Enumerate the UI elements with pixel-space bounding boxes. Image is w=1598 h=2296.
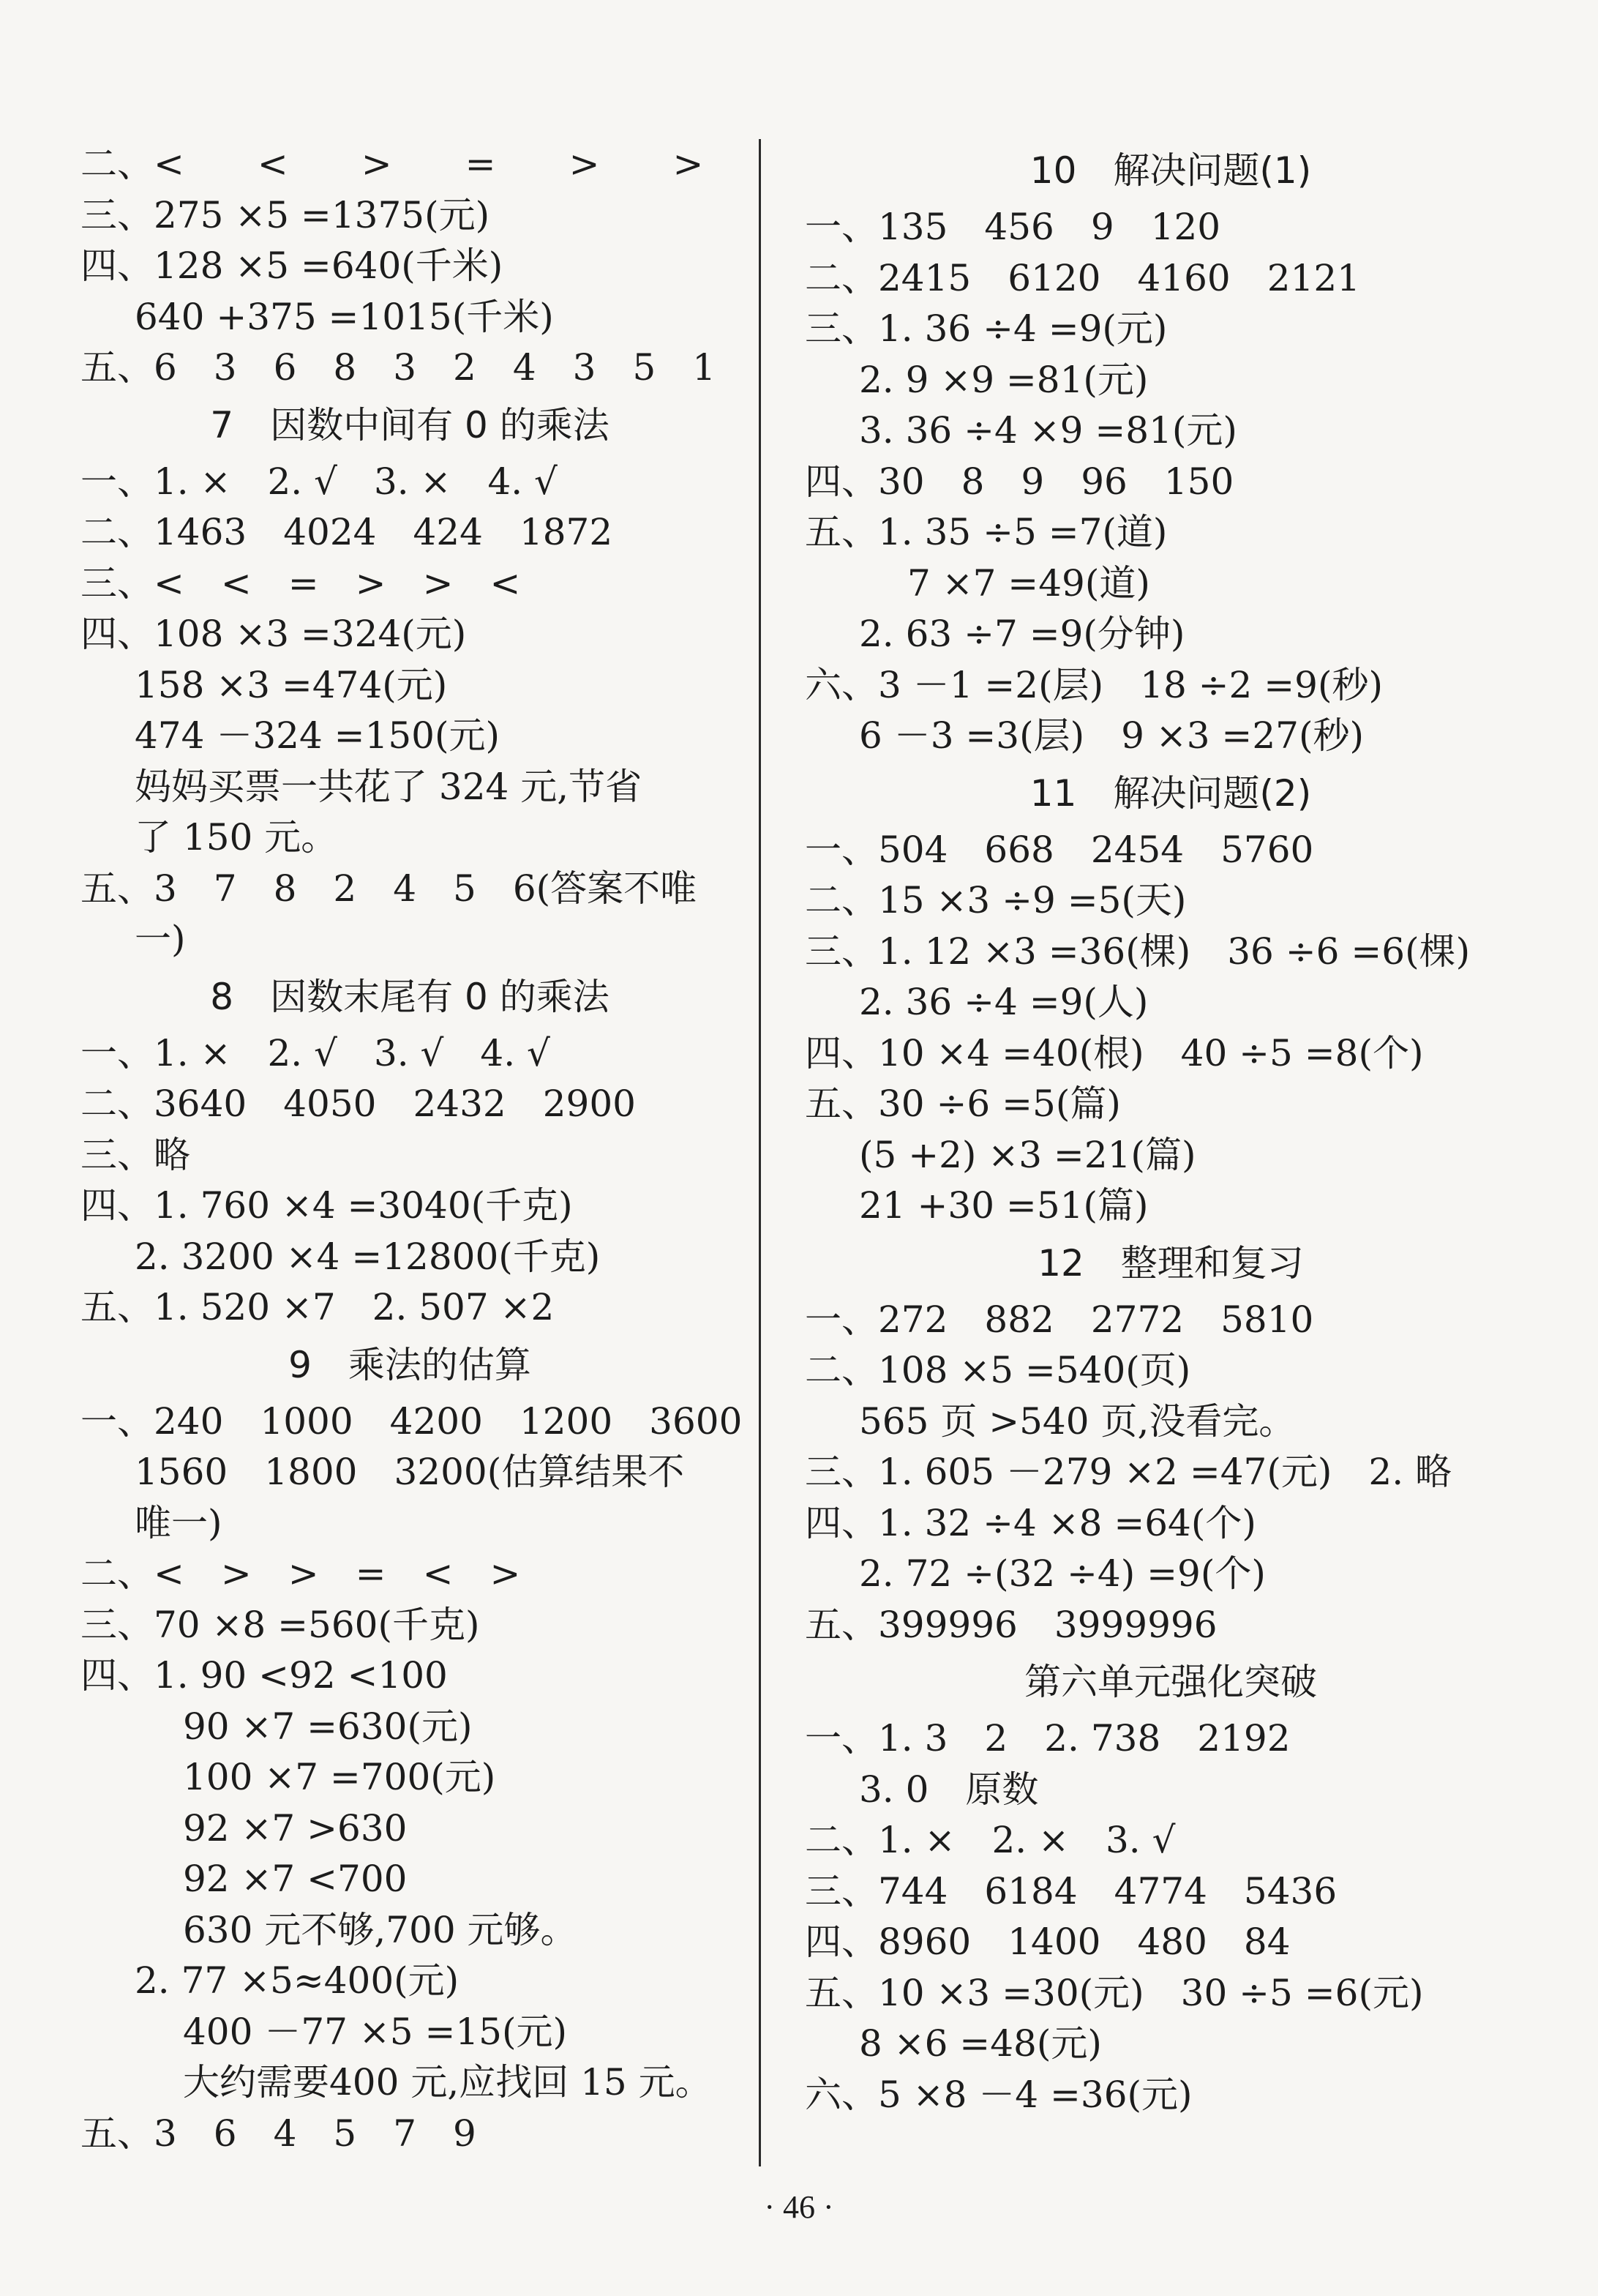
answer-line: 四、30 8 9 96 150 [805,460,1234,503]
answer-line: 三、1. 12 ×3 =36(棵) 36 ÷6 =6(棵) [805,930,1471,973]
answer-line: 四、108 ×3 =324(元) [80,613,467,655]
answer-line: 90 ×7 =630(元) [183,1705,473,1748]
answer-line: 7 ×7 =49(道) [907,561,1150,605]
answer-line: 2. 63 ÷7 =9(分钟) [859,613,1185,655]
section-heading: 8 因数末尾有 0 的乘法 [210,975,609,1018]
answer-line: 四、10 ×4 =40(根) 40 ÷5 =8(个) [805,1031,1424,1074]
section-heading: 第六单元强化突破 [1024,1661,1317,1703]
answer-line: 五、1. 520 ×7 2. 507 ×2 [80,1286,555,1328]
answer-line: 四、1. 760 ×4 =3040(千克) [80,1184,573,1227]
answer-line: 二、1463 4024 424 1872 [80,511,613,553]
answer-line: 一、1. 3 2 2. 738 2192 [805,1717,1291,1760]
answer-line: 6 －3 =3(层) 9 ×3 =27(秒) [859,714,1364,757]
answer-line: 565 页 >540 页,没看完。 [859,1399,1296,1443]
answer-line: 一、135 456 9 120 [805,206,1221,248]
answer-line: 1560 1800 3200(估算结果不 [135,1451,685,1493]
answer-line: 8 ×6 =48(元) [859,2022,1102,2065]
answer-line: 了 150 元。 [135,816,338,859]
answer-line: 五、3 6 4 5 7 9 [80,2112,476,2155]
answer-line: 2. 36 ÷4 =9(人) [859,981,1149,1023]
answer-line: 一) [135,918,186,960]
answer-line: 五、399996 3999996 [805,1603,1218,1646]
answer-line: 三、< < = > > < [80,561,521,605]
answer-line: 3. 36 ÷4 ×9 =81(元) [859,409,1237,452]
answer-line: 一、1. × 2. √ 3. √ 4. √ [80,1031,550,1074]
answer-line: 六、3 －1 =2(层) 18 ÷2 =9(秒) [805,663,1383,706]
answer-line: 大约需要400 元,应找回 15 元。 [183,2061,712,2104]
answer-line: 474 －324 =150(元) [135,714,500,757]
answer-line: (5 +2) ×3 =21(篇) [859,1133,1196,1176]
answer-line: 92 ×7 <700 [183,1858,408,1900]
answer-line: 四、1. 32 ÷4 ×8 =64(个) [805,1501,1256,1544]
answer-line: 158 ×3 =474(元) [135,663,448,706]
answer-line: 一、1. × 2. √ 3. × 4. √ [80,460,558,503]
answer-line: 六、5 ×8 －4 =36(元) [805,2073,1193,2116]
section-heading: 10 解决问题(1) [1029,149,1312,192]
answer-line: 2. 9 ×9 =81(元) [859,358,1149,401]
answer-line: 二、108 ×5 =540(页) [805,1349,1191,1391]
answer-line: 21 +30 =51(篇) [859,1184,1149,1227]
answer-line: 2. 72 ÷(32 ÷4) =9(个) [859,1552,1266,1595]
answer-line: 唯一) [135,1501,222,1544]
answer-line: 二、< < > = > > [80,143,704,185]
left-answer-column [80,139,743,2159]
answer-line: 2. 3200 ×4 =12800(千克) [135,1235,601,1278]
answer-line: 四、128 ×5 =640(千米) [80,244,503,287]
answer-line: 三、略 [80,1133,190,1176]
right-answer-column [805,139,1537,2120]
answer-line: 630 元不够,700 元够。 [183,1908,577,1951]
answer-line: 二、15 ×3 ÷9 =5(天) [805,879,1187,921]
answer-line: 三、744 6184 4774 5436 [805,1869,1338,1912]
answer-line: 二、2415 6120 4160 2121 [805,256,1360,299]
answer-line: 五、10 ×3 =30(元) 30 ÷5 =6(元) [805,1971,1424,2014]
answer-line: 三、1. 605 －279 ×2 =47(元) 2. 略 [805,1451,1452,1493]
answer-line: 2. 77 ×5≈400(元) [135,1959,459,2002]
answer-line: 3. 0 原数 [859,1768,1039,1811]
answer-line: 五、3 7 8 2 4 5 6(答案不唯 [80,867,697,910]
answer-line: 92 ×7 >630 [183,1806,408,1850]
answer-line: 四、1. 90 <92 <100 [80,1654,448,1697]
answer-line: 一、504 668 2454 5760 [805,828,1314,871]
answer-line: 四、8960 1400 480 84 [805,1921,1291,1963]
answer-line: 三、275 ×5 =1375(元) [80,193,490,236]
answer-line: 五、30 ÷6 =5(篇) [805,1082,1121,1125]
column-divider [759,139,761,2166]
section-heading: 11 解决问题(2) [1029,771,1312,815]
answer-line: 二、< > > = < > [80,1552,521,1595]
answer-line: 五、6 3 6 8 3 2 4 3 5 1 [80,346,716,389]
page-number: · 46 · [764,2189,834,2225]
answer-line: 二、1. × 2. × 3. √ [805,1819,1176,1861]
answer-line: 二、3640 4050 2432 2900 [80,1082,636,1125]
answer-line: 640 +375 =1015(千米) [135,295,554,338]
answer-line: 五、1. 35 ÷5 =7(道) [805,511,1168,553]
answer-line: 400 －77 ×5 =15(元) [183,2010,567,2053]
section-heading: 9 乘法的估算 [288,1343,531,1386]
answer-line: 一、240 1000 4200 1200 3600 [80,1399,743,1443]
answer-line: 三、1. 36 ÷4 =9(元) [805,307,1168,350]
answer-line: 一、272 882 2772 5810 [805,1298,1314,1341]
answer-line: 三、70 ×8 =560(千克) [80,1603,480,1646]
section-heading: 12 整理和复习 [1038,1241,1304,1285]
answer-line: 100 ×7 =700(元) [183,1756,496,1798]
section-heading: 7 因数中间有 0 的乘法 [210,403,609,446]
answer-line: 妈妈买票一共花了 324 元,节省 [135,765,642,808]
